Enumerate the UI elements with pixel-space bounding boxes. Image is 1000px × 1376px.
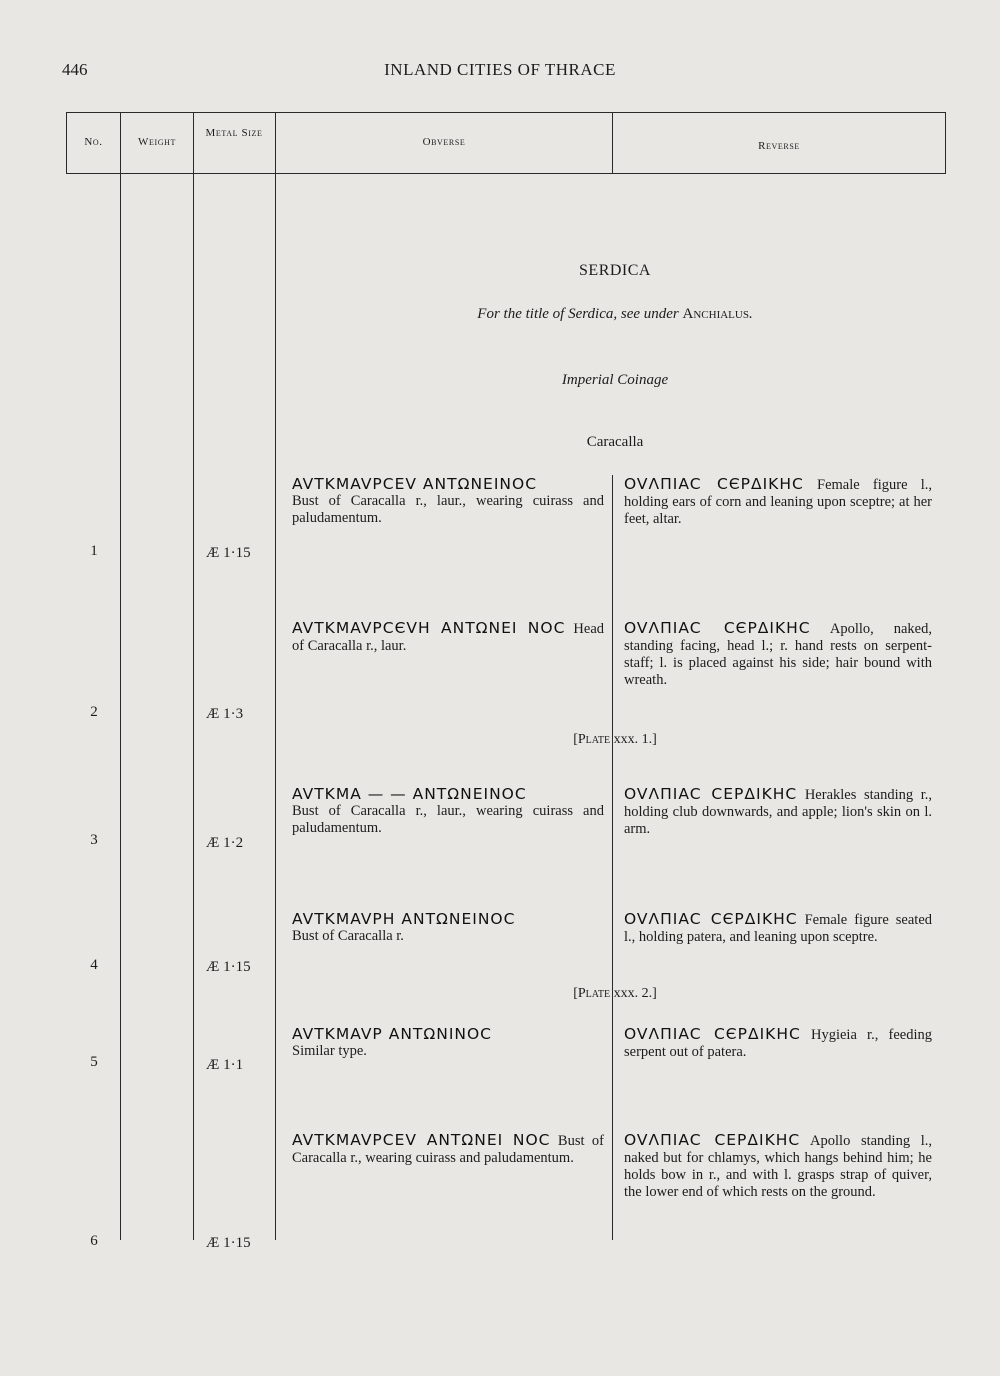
obverse-description bbox=[292, 1026, 604, 1060]
obverse-text: Bust of Caracalla r., laur., wearing cuirass and paludamentum. bbox=[292, 493, 604, 526]
reverse-description bbox=[624, 620, 932, 689]
plate-suffix: ] bbox=[652, 986, 657, 1001]
obverse-legend: AVTKMA — — ANTΩNEINOC bbox=[292, 785, 527, 803]
obverse-text: Similar type. bbox=[292, 1043, 367, 1059]
obverse-text: Head of Caracalla r., laur. bbox=[292, 621, 604, 654]
reverse-text: Female figure seated l., holding patera, and leaning upon sceptre. bbox=[624, 912, 933, 945]
obverse-description bbox=[292, 476, 604, 527]
reverse-text: Hygieia r., feeding serpent out of patera. bbox=[624, 1027, 932, 1060]
reverse-legend: OVΛΠIAC CЄPΔIKHC bbox=[624, 1025, 801, 1043]
plate-label: Plate bbox=[577, 732, 611, 747]
entry-number: 5 bbox=[90, 1054, 98, 1070]
section-note-prefix: For the title of Serdica, see under bbox=[477, 306, 683, 322]
column-header-no: No. bbox=[84, 136, 103, 148]
entry-number: 4 bbox=[90, 957, 98, 973]
obverse-legend: AVTKMAVPH ANTΩNEINOC bbox=[292, 910, 516, 928]
column-header-weight: Weight bbox=[138, 136, 176, 148]
plate-prefix: [ bbox=[573, 986, 578, 1001]
plate-suffix: ] bbox=[652, 732, 657, 747]
obverse-legend: AVTKMAVPCЄVH ANTΩNEI NOC bbox=[292, 619, 566, 637]
obverse-text: Bust of Caracalla r., wearing cuirass and paludamentum. bbox=[292, 1133, 604, 1166]
reverse-legend: OVΛΠIAC CEPΔIKHC bbox=[624, 785, 798, 803]
section-note bbox=[280, 306, 950, 323]
section-note-suffix: . bbox=[748, 306, 753, 322]
reverse-text: Apollo standing l., naked but for chlamys, which hangs behind him; he holds bow in r., and with l. grasps strap of quiver, the lower end of which rests on the ground. bbox=[624, 1133, 932, 1200]
plate-reference bbox=[280, 732, 950, 748]
table-right-rule bbox=[945, 112, 946, 174]
entry-number: 3 bbox=[90, 832, 98, 848]
table-header-rule bbox=[66, 173, 946, 174]
table-top-rule bbox=[66, 112, 946, 113]
reverse-legend: OVΛΠIAC CEPΔIKHC bbox=[624, 1131, 801, 1149]
entry-metal-size: Æ 1·15 bbox=[206, 1235, 251, 1251]
column-rule-weight bbox=[193, 112, 194, 1240]
entry-number: 1 bbox=[90, 543, 98, 559]
entry-metal-size: Æ 1·3 bbox=[206, 706, 244, 722]
entry-metal-size: Æ 1·1 bbox=[206, 1057, 244, 1073]
column-rule-obverse bbox=[612, 475, 613, 1240]
running-title: INLAND CITIES OF THRACE bbox=[384, 60, 616, 79]
obverse-text: Bust of Caracalla r., laur., wearing cuirass and paludamentum. bbox=[292, 803, 604, 836]
reverse-text: Herakles standing r., holding club downwards, and apple; lion's skin on l. arm. bbox=[624, 787, 932, 837]
coinage-subtitle: Imperial Coinage bbox=[561, 372, 669, 388]
obverse-legend: AVTKMAVPCEV ANTΩNEINOC bbox=[292, 475, 538, 493]
obverse-description bbox=[292, 1132, 604, 1167]
obverse-description bbox=[292, 620, 604, 655]
reverse-description bbox=[624, 911, 932, 946]
entry-metal-size: Æ 1·2 bbox=[206, 835, 244, 851]
entry-number: 2 bbox=[90, 704, 98, 720]
obverse-description bbox=[292, 786, 604, 837]
reverse-legend: OVΛΠIAC CЄPΔIKHC bbox=[624, 910, 798, 928]
ruler-heading: Caracalla bbox=[586, 434, 644, 450]
reverse-text: Female figure l., holding ears of corn and leaning upon sceptre; at her feet, altar. bbox=[624, 477, 932, 527]
reverse-description bbox=[624, 1026, 932, 1061]
section-title: SERDICA bbox=[579, 262, 651, 279]
reverse-description bbox=[624, 476, 932, 528]
reverse-legend: OVΛΠIAC CЄPΔIKHC bbox=[624, 475, 804, 493]
column-header-metal-size: Metal Size bbox=[205, 127, 263, 139]
plate-label: Plate bbox=[577, 986, 611, 1001]
column-header-obverse: Obverse bbox=[422, 136, 466, 148]
entry-metal-size: Æ 1·15 bbox=[206, 959, 251, 975]
reverse-legend: OVΛΠIAC CЄPΔIKHC bbox=[624, 619, 811, 637]
reverse-text: Apollo, naked, standing facing, head l.; r. hand rests on serpent-staff; l. is placed against his side; hair bound with wreath. bbox=[624, 621, 932, 688]
plate-number: xxx. 2. bbox=[613, 986, 653, 1001]
entry-metal-size: Æ 1·15 bbox=[206, 545, 251, 561]
column-header-reverse: Reverse bbox=[758, 140, 800, 152]
page-number: 446 bbox=[62, 60, 88, 79]
reverse-description bbox=[624, 1132, 932, 1201]
obverse-description bbox=[292, 911, 604, 945]
plate-number: xxx. 1. bbox=[613, 732, 653, 747]
entry-number: 6 bbox=[90, 1233, 98, 1249]
section-note-reference: Anchialus bbox=[682, 306, 749, 322]
reverse-description bbox=[624, 786, 932, 838]
plate-reference bbox=[280, 986, 950, 1002]
column-rule-no bbox=[120, 112, 121, 1240]
obverse-legend: AVTKMAVP ANTΩNINOC bbox=[292, 1025, 493, 1043]
column-rule-metal bbox=[275, 112, 276, 1240]
obverse-legend: AVTKMAVPCEV ANTΩNEI NOC bbox=[292, 1131, 551, 1149]
plate-prefix: [ bbox=[573, 732, 578, 747]
obverse-text: Bust of Caracalla r. bbox=[292, 928, 404, 944]
